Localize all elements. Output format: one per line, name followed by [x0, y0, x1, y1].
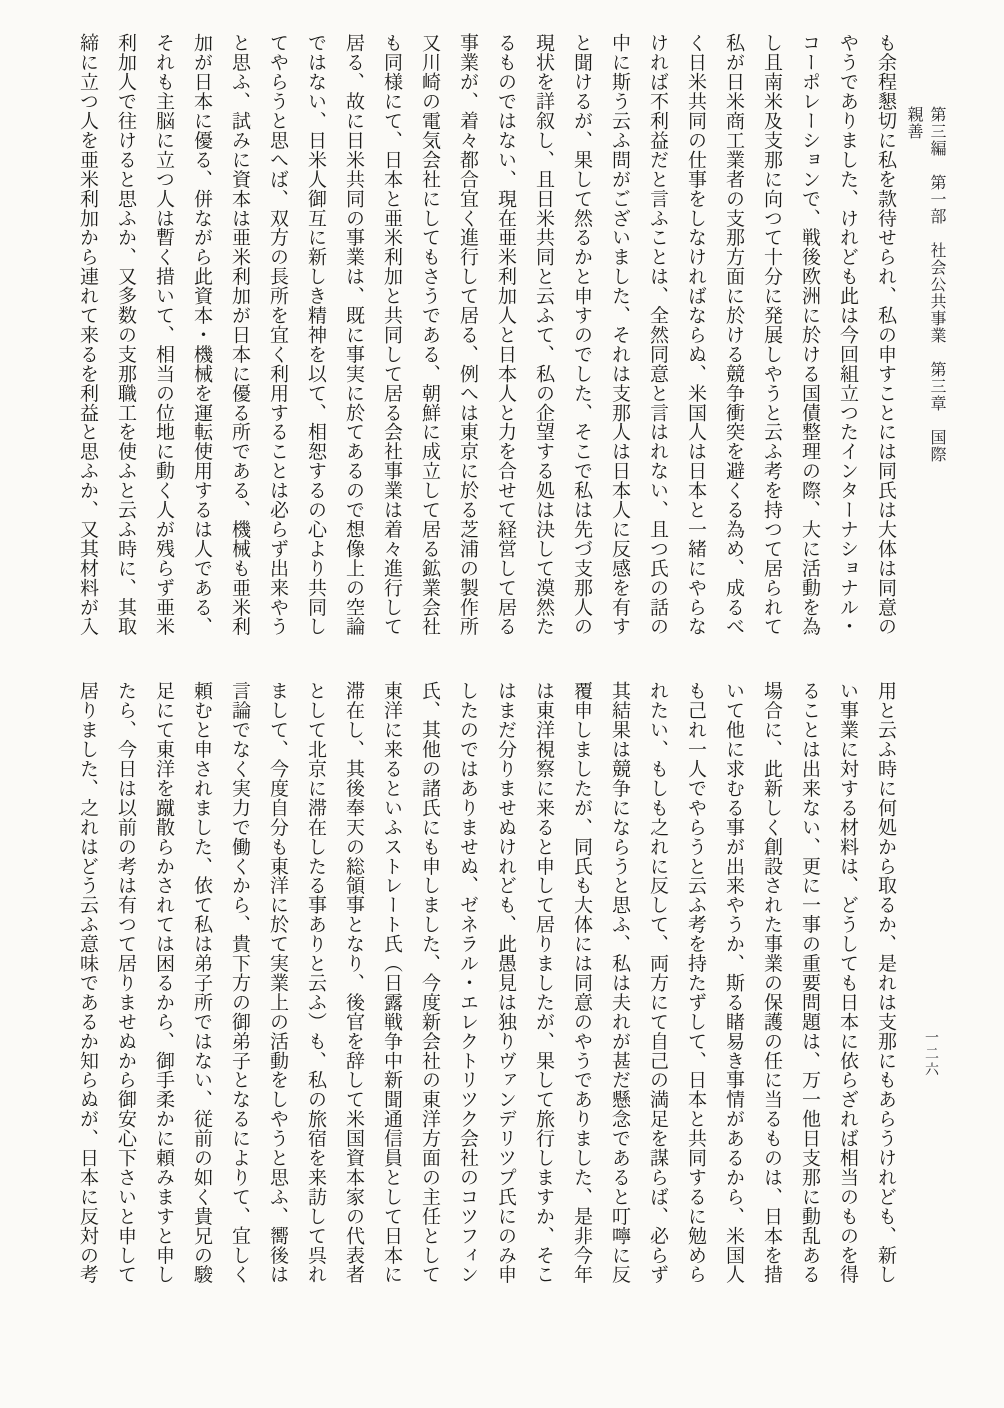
text-column: いて他に求むる事が出来やうか、斯る睹易き事情があるから、米国人: [723, 681, 744, 1284]
text-column: 用と云ふ時に何処から取るか、是れは支那にもあらうけれども、新し: [875, 681, 896, 1284]
text-column: も同様にて、日本と亜米利加と共同して居る会社事業は着々進行して: [381, 33, 402, 636]
text-column: まして、今度自分も東洋に於て実業上の活動をしやうと思ふ、嚮後は: [267, 681, 288, 1284]
text-column: として北京に滞在したる事ありと云ふ）も、私の旅宿を来訪して呉れ: [305, 681, 326, 1284]
text-column: たら、今日は以前の考は有つて居りませぬから御安心下さいと申して: [115, 681, 136, 1284]
text-column: ることは出来ない、更に一事の重要問題は、万一他日支那に動乱ある: [799, 681, 820, 1284]
text-column: 足にて東洋を蹴散らかされては困るから、御手柔かに頼みますと申し: [153, 681, 174, 1284]
text-column: 締に立つ人を亜米利加から連れて来るを利益と思ふか、又其材料が入: [77, 33, 98, 636]
text-column: 加が日本に優る、併ながら此資本・機械を運転使用するは人である、: [191, 33, 212, 636]
text-column: ければ不利益だと言ふことは、全然同意と言はれない、且つ氏の話の: [647, 33, 668, 636]
text-column: 又川崎の電気会社にしてもさうである、朝鮮に成立して居る鉱業会社: [419, 33, 440, 636]
text-column: てやらうと思へば、双方の長所を宜く利用することは必らず出来やう: [267, 33, 288, 636]
text-column: やうでありました、けれども此は今回組立つたインターナショナル・: [837, 33, 858, 636]
text-column: 現状を詳叙し、且日米共同と云ふて、私の企望する処は決して漠然た: [533, 33, 554, 636]
text-column: 言論でなく実力で働くから、貴下方の御弟子となるによりて、宜しく: [229, 681, 250, 1284]
text-column: し且南米及支那に向つて十分に発展しやうと云ふ考を持つて居られて: [761, 33, 782, 636]
text-column: はまだ分りませぬけれども、此愚見は独りヴァンデリツプ氏にのみ申: [495, 681, 516, 1284]
page-number: 一二六: [923, 1030, 938, 1078]
text-column: れたい、もしも之れに反して、両方にて自己の満足を謀らば、必らず: [647, 681, 668, 1284]
text-column: く日米共同の仕事をしなければならぬ、米国人は日本と一緒にやらな: [685, 33, 706, 636]
text-column: ではない、日米人御互に新しき精神を以て、相恕するの心より共同し: [305, 33, 326, 636]
text-column: 居りました、之れはどう云ふ意味であるか知らぬが、日本に反対の考: [77, 681, 98, 1284]
text-column: 滞在し、其後奉天の総領事となり、後官を辞して米国資本家の代表者: [343, 681, 364, 1284]
text-column: 私が日米商工業者の支那方面に於ける競争衝突を避くる為め、成るべ: [723, 33, 744, 636]
text-column: したのではありませぬ、ゼネラル・エレクトリツク会社のコツフィン: [457, 681, 478, 1284]
text-column: 東洋に来るといふストレート氏（日露戦争中新聞通信員として日本に: [381, 681, 402, 1284]
running-header: 第三編 第一部 社会公共事業 第三章 国際親善: [905, 106, 945, 463]
text-column: も余程懇切に私を款待せられ、私の申すことには同氏は大体は同意の: [875, 33, 896, 636]
text-column: 其結果は競争にならうと思ふ、私は夫れが甚だ懸念であると叮嚀に反: [609, 681, 630, 1284]
text-column: と聞けるが、果して然るかと申すのでした、そこで私は先づ支那人の: [571, 33, 592, 636]
text-column: 覆申しましたが、同氏も大体には同意のやうでありました、是非今年: [571, 681, 592, 1284]
paragraph-block-top: [66, 33, 904, 639]
text-column: 居る、故に日米共同の事業は、既に事実に於てあるので想像上の空論: [343, 33, 364, 636]
text-column: 事業が、着々都合宜く進行して居る、例へは東京に於る芝浦の製作所: [457, 33, 478, 636]
text-column: も己れ一人でやらうと云ふ考を持たずして、日本と共同するに勉めら: [685, 681, 706, 1284]
text-column: は東洋視察に来ると申して居りましたが、果して旅行しますか、そこ: [533, 681, 554, 1284]
text-column: と思ふ、試みに資本は亜米利加が日本に優る所である、機械も亜米利: [229, 33, 250, 636]
text-column: 中に斯う云ふ問がございました、それは支那人は日本人に反感を有す: [609, 33, 630, 636]
text-column: それも主脳に立つ人は暫く措いて、相当の位地に動く人が残らず亜米: [153, 33, 174, 636]
text-column: 氏、其他の諸氏にも申しました、今度新会社の東洋方面の主任として: [419, 681, 440, 1284]
text-column: コーポレーションで、戦後欧洲に於ける国債整理の際、大に活動を為: [799, 33, 820, 636]
paragraph-block-bottom: [66, 681, 904, 1287]
text-column: い事業に対する材料は、どうしても日本に依らざれば相当のものを得: [837, 681, 858, 1284]
text-column: 場合に、此新しく創設された事業の保護の任に当るものは、日本を措: [761, 681, 782, 1284]
text-column: 利加人で往けると思ふか、又多数の支那職工を使ふと云ふ時に、其取: [115, 33, 136, 636]
text-column: 頼むと申されました、依て私は弟子所ではない、従前の如く貴兄の駿: [191, 681, 212, 1284]
text-column: るものではない、現在亜米利加人と日本人と力を合せて経営して居る: [495, 33, 516, 636]
